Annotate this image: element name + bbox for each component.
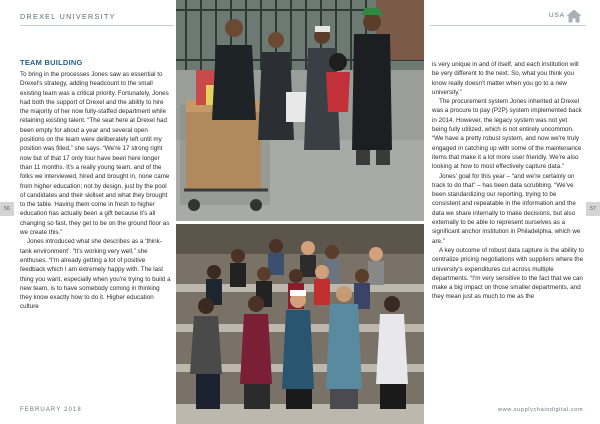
- website-link[interactable]: www.supplychaindigital.com: [498, 407, 584, 413]
- article-body-left: [20, 70, 172, 312]
- section-heading: TEAM BUILDING: [20, 58, 83, 67]
- region-label: USA: [549, 12, 565, 19]
- paragraph: is very unique in and of itself, and each institution will be very different to the next. So, what you think you know really doesn't matter when you go to a new university.”: [432, 61, 579, 96]
- publication-name: DREXEL UNIVERSITY: [20, 12, 116, 21]
- paragraph: A key outcome of robust data capture is the ability to centralize pricing negotiations with suppliers where the university's expenditures cut across multiple departments. “I'm very sensitive to the fact that we can make a big impact on those smaller departments, and they mean just as much to me as the: [432, 246, 584, 301]
- page-number-left: 56: [0, 202, 14, 216]
- team-group-photo: [176, 224, 424, 424]
- header-divider-left: [20, 25, 174, 26]
- paragraph: The procurement system Jones inherited at Drexel was a procure to pay (P2P) system implemented back in 2014. However, the legacy system was not yet being fully utilized, which is not entirely uncommon. “We have a pretty robust system, and now we're truly engaged in catching up with some of the maintenance items that make it a lot more user friendly. We're also looking at how to most effectively capture data.”: [432, 98, 582, 171]
- article-column-left: [20, 58, 172, 312]
- paragraph: Jones introduced what she describes as a ‘think-tank environment’. “It's working very well,” she enthuses. “I'm already getting a lot of positive feedback which I am extremely happy with. The last thing you want, especially when you're trying to build a new team, is to have somebody coming in thinking they know exactly how to do it. Higher education culture: [20, 238, 171, 311]
- article-column-right: [432, 60, 584, 302]
- paragraph: To bring in the processes Jones saw as essential to Drexel's strategy, adding headcount to the small existing team was a critical priority. Fortunately, Jones had both the support of Drexel and the ability to hire the majority of her now fully-staffed department while retaining existing talent. “The seat here at Drexel had been empty for about a year and several open positions on the team were deliberately left until my position was filled,” she says. “We're 17 strong right now but of that 17 only four have been here longer than 11 months. It's a really young team, and of the folks we interviewed, hired and brought in, none came from higher education; not by design, just by the pool of candidates and their skillset and what they brought to the table. Having them come in fresh to higher education has actually been a gift because it's all changing so fast, they get to be on the ground floor as we create this.”: [20, 71, 170, 237]
- header-divider-right: [430, 25, 586, 26]
- issue-date: FEBRUARY 2018: [20, 407, 82, 413]
- page-number-right: 57: [586, 202, 600, 216]
- team-donation-photo: [176, 0, 424, 221]
- paragraph: Jones' goal for this year – “and we're certainly on track to do that” – has been data scrubbing. “We've been standardizing our reporting, trying to be consistent and repeatable in the information and the data we share internally to make decisions, but also externally to be able to represent ourselves as a significant anchor institution in Philadelphia, which we are.”: [432, 172, 581, 245]
- home-icon[interactable]: [566, 9, 582, 23]
- article-body-right: [432, 60, 584, 302]
